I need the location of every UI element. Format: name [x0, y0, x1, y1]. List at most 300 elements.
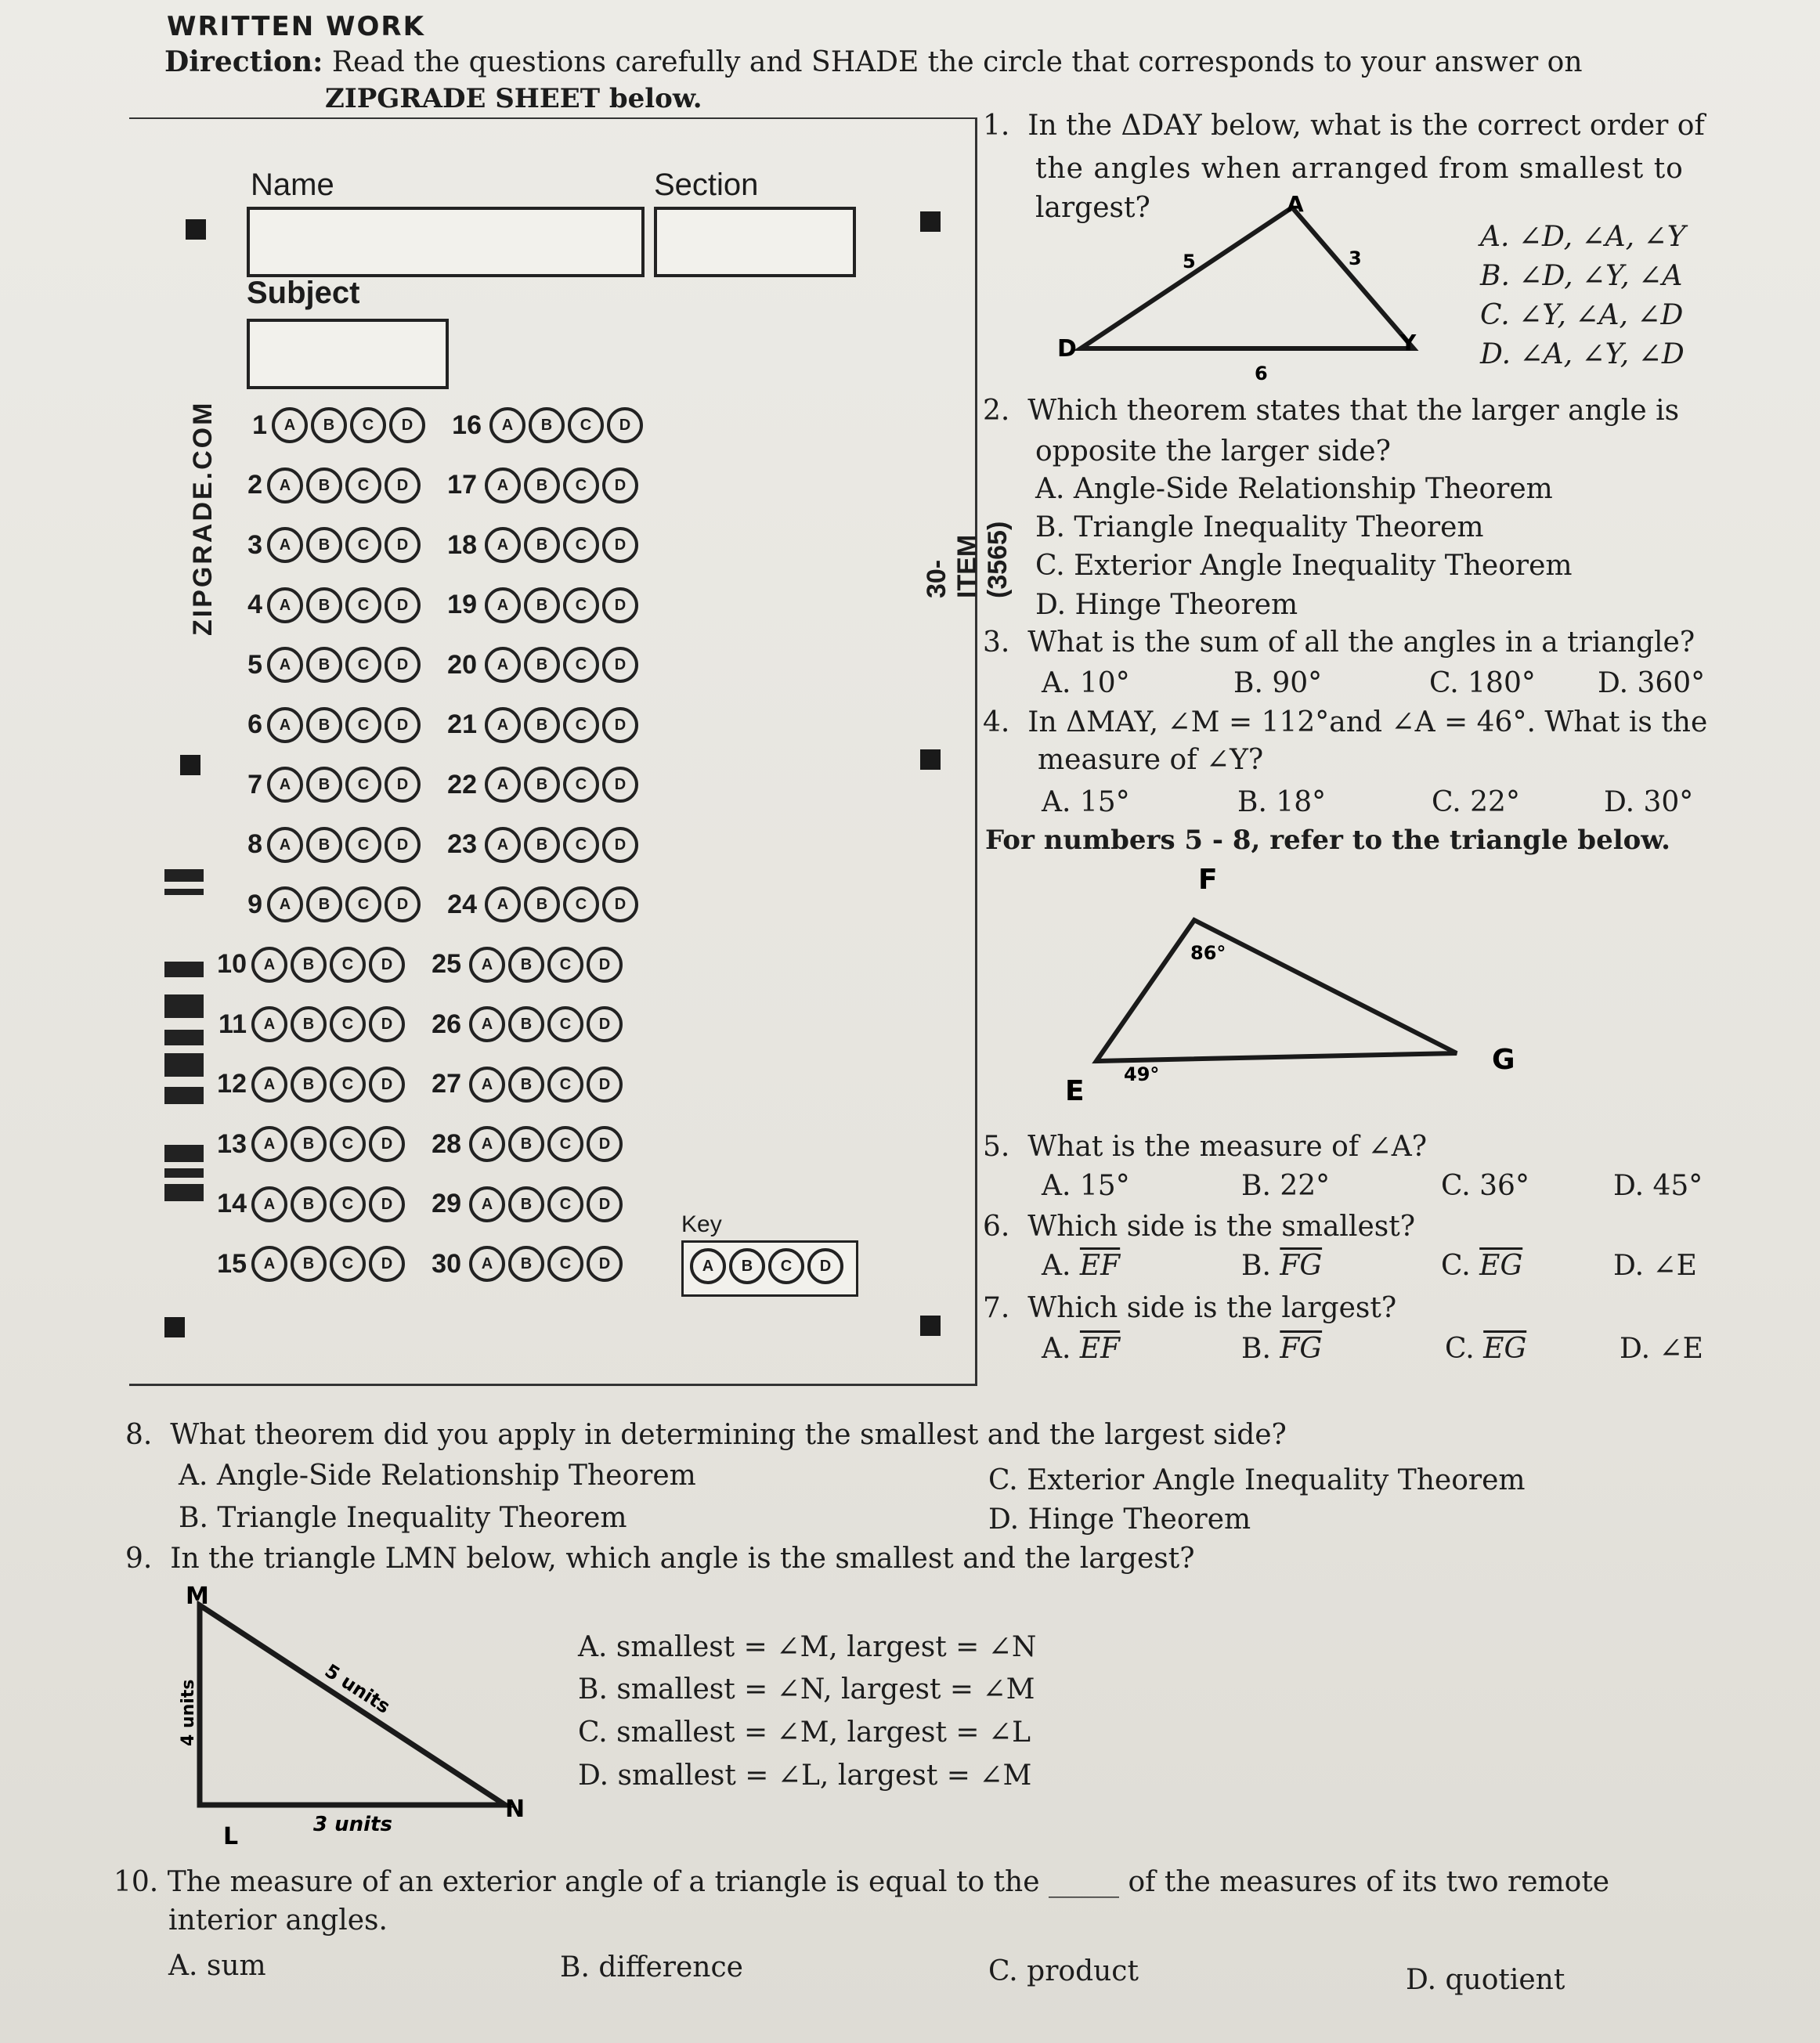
- answer-bubble-a[interactable]: A: [485, 647, 521, 683]
- q6-option-a[interactable]: [1042, 1250, 1120, 1282]
- item-number: 14: [217, 1189, 247, 1218]
- item-count-label: 30-ITEM (3565): [922, 521, 1013, 598]
- q2-text-1: Which theorem states that the larger angle is: [1027, 395, 1680, 427]
- side-ml-label: 4 units: [179, 1679, 198, 1746]
- item-number: 21: [447, 709, 477, 739]
- answer-bubble-a[interactable]: A: [469, 1067, 505, 1103]
- answer-bubble-a[interactable]: A: [469, 1126, 505, 1162]
- answer-bubble-a[interactable]: A: [485, 527, 521, 563]
- q7-option-d-letter: D.: [1620, 1333, 1651, 1365]
- q2-line1: [983, 395, 1679, 427]
- answer-bubble-d[interactable]: D: [389, 407, 425, 443]
- answer-bubble-d[interactable]: D: [602, 707, 638, 743]
- answer-bubble-c[interactable]: C: [563, 467, 599, 504]
- answer-bubble-a[interactable]: A: [251, 1246, 287, 1282]
- key-bubble-b[interactable]: B: [729, 1248, 765, 1284]
- q8-option-a[interactable]: A. Angle-Side Relationship Theorem: [179, 1460, 696, 1492]
- answer-bubble-a[interactable]: A: [251, 1186, 287, 1222]
- key-bubble-a[interactable]: A: [690, 1248, 726, 1284]
- answer-bubble-b[interactable]: B: [311, 407, 347, 443]
- triangle-efg: [1096, 920, 1457, 1061]
- answer-bubble-b[interactable]: B: [291, 1067, 327, 1103]
- q4-option-d[interactable]: D. 30°: [1604, 786, 1694, 818]
- answer-bubble-d[interactable]: D: [587, 1067, 623, 1103]
- answer-row: [217, 467, 641, 504]
- q10-line1: [114, 1866, 1609, 1898]
- answer-bubble-b[interactable]: B: [524, 527, 560, 563]
- answer-bubble-d[interactable]: D: [602, 886, 638, 922]
- q7-option-b[interactable]: [1241, 1333, 1322, 1365]
- q8-line: [125, 1419, 1287, 1451]
- q1-option-c[interactable]: C. ∠Y, ∠A, ∠D: [1480, 299, 1684, 331]
- answer-bubble-a[interactable]: A: [251, 1006, 287, 1042]
- item-number: 25: [432, 949, 461, 979]
- vertex-l: L: [223, 1823, 239, 1848]
- answer-row: [217, 707, 641, 743]
- answer-bubble-c[interactable]: C: [345, 827, 381, 863]
- answer-bubble-c[interactable]: C: [547, 1006, 583, 1042]
- page-title: WRITTEN WORK: [167, 11, 425, 42]
- answer-row: [201, 1006, 626, 1042]
- answer-bubble-a[interactable]: A: [251, 1126, 287, 1162]
- q5-option-a[interactable]: A. 15°: [1042, 1170, 1130, 1202]
- answer-bubble-d[interactable]: D: [587, 1246, 623, 1282]
- answer-bubble-d[interactable]: D: [385, 527, 421, 563]
- item-number: 22: [447, 769, 477, 800]
- answer-bubble-d[interactable]: D: [587, 947, 623, 983]
- item-number: 27: [432, 1069, 461, 1099]
- answer-bubble-d[interactable]: D: [385, 767, 421, 803]
- answer-row: [217, 767, 641, 803]
- fiducial-marker: [920, 749, 941, 770]
- item-number: 17: [447, 470, 477, 500]
- item-number: 5: [247, 649, 262, 680]
- segment-ef: $\overline{EF}$: [1079, 1333, 1121, 1365]
- vertex-d: D: [1057, 335, 1077, 363]
- answer-row: [201, 947, 626, 983]
- subject-field[interactable]: [247, 319, 449, 389]
- direction-line: [164, 45, 1583, 78]
- name-label: Name: [251, 168, 334, 202]
- answer-bubble-d[interactable]: D: [602, 467, 638, 504]
- item-number: 26: [432, 1009, 461, 1039]
- vertex-y: Y: [1400, 330, 1417, 356]
- answer-bubble-d[interactable]: D: [369, 1186, 405, 1222]
- answer-row: [201, 1186, 626, 1222]
- answer-bubble-c[interactable]: C: [330, 1246, 366, 1282]
- q3-option-b[interactable]: B. 90°: [1233, 667, 1323, 699]
- answer-bubble-b[interactable]: B: [508, 947, 544, 983]
- q8-option-c[interactable]: C. Exterior Angle Inequality Theorem: [988, 1464, 1526, 1496]
- q6-option-d-letter: D.: [1613, 1250, 1645, 1282]
- q7-option-c-letter: C.: [1445, 1333, 1475, 1365]
- answer-bubble-b[interactable]: B: [508, 1246, 544, 1282]
- answer-bubble-a[interactable]: A: [485, 827, 521, 863]
- answer-bubble-a[interactable]: A: [485, 587, 521, 623]
- q9-option-c[interactable]: C. smallest = ∠M, largest = ∠L: [578, 1716, 1031, 1749]
- q2-option-d[interactable]: D. Hinge Theorem: [1035, 589, 1298, 621]
- item-number: 4: [247, 590, 262, 619]
- q4-line1: [983, 706, 1707, 738]
- q4-text-1: In ΔMAY, ∠M = 112°and ∠A = 46°. What is the: [1027, 706, 1708, 738]
- item-number: 13: [217, 1128, 247, 1159]
- q1-option-b[interactable]: B. ∠D, ∠Y, ∠A: [1480, 260, 1683, 292]
- q6-option-a-letter: A.: [1042, 1250, 1071, 1282]
- q10-answer-blank[interactable]: _____: [1048, 1866, 1119, 1898]
- q3-option-a[interactable]: A. 10°: [1042, 667, 1130, 699]
- barcode-mark: [164, 1168, 204, 1178]
- answer-bubble-c[interactable]: C: [547, 1126, 583, 1162]
- answer-bubble-c[interactable]: C: [563, 886, 599, 922]
- q1-line1: [983, 110, 1705, 142]
- answer-bubble-d[interactable]: D: [385, 707, 421, 743]
- answer-bubble-c[interactable]: C: [330, 1067, 366, 1103]
- answer-bubble-a[interactable]: A: [267, 767, 303, 803]
- q8-number: 8.: [125, 1419, 153, 1451]
- q8-option-d[interactable]: D. Hinge Theorem: [988, 1503, 1251, 1536]
- answer-bubble-c[interactable]: C: [547, 947, 583, 983]
- triangle-day-figure: [1057, 188, 1425, 384]
- q6-option-b[interactable]: [1241, 1250, 1322, 1282]
- answer-bubble-d[interactable]: D: [607, 407, 643, 443]
- answer-bubble-c[interactable]: C: [563, 707, 599, 743]
- answer-bubble-c[interactable]: C: [568, 407, 604, 443]
- fiducial-marker: [164, 1317, 185, 1337]
- q6-option-b-letter: B.: [1241, 1250, 1271, 1282]
- angle-e: ∠E: [1659, 1333, 1703, 1365]
- answer-bubble-b[interactable]: B: [306, 886, 342, 922]
- answer-bubble-a[interactable]: A: [469, 1006, 505, 1042]
- q1-line2: the angles when arranged from smallest to: [1035, 153, 1684, 185]
- answer-bubble-b[interactable]: B: [508, 1067, 544, 1103]
- answer-bubble-c[interactable]: C: [330, 1186, 366, 1222]
- answer-bubble-a[interactable]: A: [485, 707, 521, 743]
- vertex-e: E: [1065, 1075, 1085, 1107]
- answer-bubble-c[interactable]: C: [330, 1006, 366, 1042]
- item-number: 6: [247, 709, 262, 739]
- q4-option-b[interactable]: B. 18°: [1237, 786, 1327, 818]
- vertex-f: F: [1198, 864, 1218, 896]
- answer-bubble-a[interactable]: A: [267, 886, 303, 922]
- answer-bubble-a[interactable]: A: [485, 767, 521, 803]
- answer-bubble-d[interactable]: D: [602, 827, 638, 863]
- q10-number: 10.: [114, 1866, 159, 1898]
- answer-bubble-c[interactable]: C: [345, 647, 381, 683]
- answer-bubble-d[interactable]: D: [602, 767, 638, 803]
- item-number: 11: [218, 1009, 247, 1039]
- answer-bubble-c[interactable]: C: [330, 1126, 366, 1162]
- answer-bubble-d[interactable]: D: [385, 647, 421, 683]
- q7-number: 7.: [983, 1292, 1010, 1324]
- answer-bubble-b[interactable]: B: [524, 827, 560, 863]
- answer-bubble-c[interactable]: C: [563, 587, 599, 623]
- q6-option-c[interactable]: [1441, 1250, 1522, 1282]
- answer-bubble-d[interactable]: D: [369, 1006, 405, 1042]
- barcode-mark: [164, 962, 204, 977]
- direction-text: Read the questions carefully and SHADE the circle that corresponds to your answer on: [331, 46, 1583, 78]
- item-number: 18: [447, 529, 477, 560]
- answer-bubble-c[interactable]: C: [563, 827, 599, 863]
- answer-bubble-b[interactable]: B: [524, 467, 560, 504]
- key-bubble-c[interactable]: C: [768, 1248, 804, 1284]
- q6-line: [983, 1211, 1415, 1243]
- answer-bubble-c[interactable]: C: [547, 1067, 583, 1103]
- answer-bubble-c[interactable]: C: [330, 947, 366, 983]
- q4-line2: measure of ∠Y?: [1038, 744, 1264, 776]
- answer-bubble-a[interactable]: A: [489, 407, 525, 443]
- zipgrade-brand: ZIPGRADE.COM: [188, 400, 218, 636]
- answer-bubble-d[interactable]: D: [385, 467, 421, 504]
- answer-bubble-b[interactable]: B: [291, 1006, 327, 1042]
- answer-bubble-b[interactable]: B: [306, 647, 342, 683]
- q2-option-b[interactable]: B. Triangle Inequality Theorem: [1035, 511, 1484, 543]
- segment-eg: $\overline{EG}$: [1483, 1333, 1527, 1365]
- q4-option-c[interactable]: C. 22°: [1432, 786, 1520, 818]
- answer-row: [222, 407, 646, 443]
- key-label: Key: [681, 1211, 722, 1237]
- answer-bubble-b[interactable]: B: [291, 947, 327, 983]
- vertex-g: G: [1492, 1044, 1515, 1076]
- vertex-m: M: [186, 1583, 209, 1610]
- q1-option-d[interactable]: D. ∠A, ∠Y, ∠D: [1480, 338, 1685, 370]
- side-ln-label: 3 units: [313, 1813, 392, 1836]
- answer-bubble-d[interactable]: D: [602, 527, 638, 563]
- side-mn-label: 5 units: [320, 1659, 395, 1718]
- answer-bubble-c[interactable]: C: [345, 527, 381, 563]
- answer-bubble-a[interactable]: A: [485, 886, 521, 922]
- q10-text-1b: of the measures of its two remote: [1128, 1866, 1610, 1898]
- answer-bubble-d[interactable]: D: [587, 1186, 623, 1222]
- item-number: 19: [447, 590, 477, 619]
- answer-row: [217, 827, 641, 863]
- answer-bubble-b[interactable]: B: [524, 767, 560, 803]
- answer-bubble-a[interactable]: A: [469, 1186, 505, 1222]
- segment-fg: $\overline{FG}$: [1280, 1250, 1323, 1282]
- answer-bubble-a[interactable]: A: [267, 527, 303, 563]
- q2-line2: opposite the larger side?: [1035, 435, 1391, 467]
- answer-bubble-d[interactable]: D: [587, 1126, 623, 1162]
- q5-option-b[interactable]: B. 22°: [1241, 1170, 1331, 1202]
- barcode-mark: [164, 1184, 204, 1201]
- answer-bubble-c[interactable]: C: [345, 587, 381, 623]
- answer-bubble-b[interactable]: B: [291, 1126, 327, 1162]
- side-ay-label: 3: [1349, 247, 1362, 269]
- answer-bubble-d[interactable]: D: [369, 947, 405, 983]
- answer-bubble-b[interactable]: B: [306, 827, 342, 863]
- answer-row: [201, 1126, 626, 1162]
- answer-bubble-b[interactable]: B: [291, 1186, 327, 1222]
- q3-line: [983, 626, 1695, 659]
- subject-label: Subject: [247, 276, 360, 310]
- answer-bubble-d[interactable]: D: [602, 647, 638, 683]
- answer-bubble-a[interactable]: A: [267, 827, 303, 863]
- barcode-mark: [164, 994, 204, 1018]
- q1-number: 1.: [983, 110, 1010, 142]
- answer-bubble-d[interactable]: D: [385, 886, 421, 922]
- answer-bubble-b[interactable]: B: [508, 1126, 544, 1162]
- answer-bubble-a[interactable]: A: [251, 1067, 287, 1103]
- angle-e: ∠E: [1652, 1250, 1697, 1282]
- answer-bubble-b[interactable]: B: [524, 587, 560, 623]
- q10-option-d[interactable]: D. quotient: [1406, 1964, 1565, 1996]
- segment-eg: $\overline{EG}$: [1479, 1250, 1523, 1282]
- answer-bubble-c[interactable]: C: [350, 407, 386, 443]
- fiducial-marker: [920, 1316, 941, 1336]
- answer-bubble-c[interactable]: C: [547, 1186, 583, 1222]
- answer-bubble-b[interactable]: B: [524, 886, 560, 922]
- answer-row: [217, 587, 641, 623]
- key-bubble-d[interactable]: D: [807, 1248, 843, 1284]
- answer-bubble-c[interactable]: C: [563, 647, 599, 683]
- refer-instruction: For numbers 5 - 8, refer to the triangle below.: [985, 825, 1670, 856]
- answer-bubble-c[interactable]: C: [345, 886, 381, 922]
- answer-bubble-a[interactable]: A: [251, 947, 287, 983]
- segment-fg: $\overline{FG}$: [1280, 1333, 1323, 1365]
- barcode-mark: [164, 1053, 204, 1077]
- triangle-efg-figure: [1049, 857, 1551, 1116]
- q7-option-a-letter: A.: [1042, 1333, 1071, 1365]
- answer-bubble-b[interactable]: B: [508, 1186, 544, 1222]
- item-number: 24: [447, 889, 477, 919]
- q5-text: What is the measure of ∠A?: [1027, 1131, 1428, 1163]
- answer-bubble-c[interactable]: C: [345, 767, 381, 803]
- answer-bubble-b[interactable]: B: [306, 707, 342, 743]
- q2-option-c[interactable]: C. Exterior Angle Inequality Theorem: [1035, 550, 1573, 582]
- answer-bubble-d[interactable]: D: [369, 1126, 405, 1162]
- item-number: 12: [217, 1069, 247, 1099]
- answer-bubble-b[interactable]: B: [306, 527, 342, 563]
- barcode-mark: [164, 869, 204, 882]
- answer-bubble-d[interactable]: D: [385, 827, 421, 863]
- triangle-lmn-figure: [176, 1582, 552, 1848]
- item-number: 2: [247, 470, 262, 500]
- name-field[interactable]: [247, 207, 645, 277]
- q9-option-b[interactable]: B. smallest = ∠N, largest = ∠M: [578, 1673, 1035, 1706]
- answer-bubble-b[interactable]: B: [529, 407, 565, 443]
- side-da-label: 5: [1183, 251, 1196, 273]
- answer-bubble-c[interactable]: C: [345, 467, 381, 504]
- fiducial-marker: [920, 211, 941, 232]
- answer-bubble-c[interactable]: C: [563, 767, 599, 803]
- answer-bubble-d[interactable]: D: [369, 1246, 405, 1282]
- q9-text: In the triangle LMN below, which angle is the smallest and the largest?: [170, 1543, 1195, 1575]
- answer-bubble-d[interactable]: D: [385, 587, 421, 623]
- q3-option-d[interactable]: D. 360°: [1598, 667, 1706, 699]
- q7-option-a[interactable]: [1042, 1333, 1120, 1365]
- answer-bubble-a[interactable]: A: [267, 587, 303, 623]
- q10-line2: interior angles.: [168, 1904, 388, 1937]
- q6-text: Which side is the smallest?: [1027, 1211, 1416, 1243]
- q2-option-a[interactable]: A. Angle-Side Relationship Theorem: [1035, 473, 1553, 505]
- q7-text: Which side is the largest?: [1027, 1292, 1397, 1324]
- item-number: 8: [247, 829, 262, 859]
- q1-text-1: In the ΔDAY below, what is the correct order of: [1027, 110, 1705, 142]
- item-number: 30: [432, 1248, 461, 1279]
- answer-bubble-b[interactable]: B: [306, 587, 342, 623]
- q3-text: What is the sum of all the angles in a triangle?: [1027, 626, 1695, 659]
- fiducial-marker: [180, 755, 200, 775]
- q10-option-b[interactable]: B. difference: [560, 1951, 743, 1983]
- item-number: 29: [432, 1189, 461, 1218]
- triangle-lmn: [200, 1605, 505, 1805]
- answer-bubble-b[interactable]: B: [306, 767, 342, 803]
- q9-option-d[interactable]: D. smallest = ∠L, largest = ∠M: [578, 1760, 1032, 1792]
- q6-option-d[interactable]: [1613, 1250, 1697, 1282]
- q9-line: [125, 1543, 1195, 1575]
- q7-option-d[interactable]: [1620, 1333, 1703, 1365]
- barcode-mark: [164, 889, 204, 895]
- q10-option-c[interactable]: C. product: [988, 1955, 1139, 1987]
- answer-row: [217, 886, 641, 922]
- q9-number: 9.: [125, 1543, 153, 1575]
- barcode-mark: [164, 1087, 204, 1104]
- q5-option-d[interactable]: D. 45°: [1613, 1170, 1703, 1202]
- q4-number: 4.: [983, 706, 1010, 738]
- answer-bubble-d[interactable]: D: [587, 1006, 623, 1042]
- answer-bubble-a[interactable]: A: [267, 467, 303, 504]
- zipgrade-answer-sheet: [129, 117, 1013, 1386]
- side-dy-label: 6: [1255, 363, 1268, 384]
- q1-option-a[interactable]: A. ∠D, ∠A, ∠Y: [1480, 221, 1686, 253]
- answer-bubble-c[interactable]: C: [547, 1246, 583, 1282]
- item-number: 3: [247, 529, 262, 560]
- answer-bubble-c[interactable]: C: [345, 707, 381, 743]
- q5-number: 5.: [983, 1131, 1010, 1163]
- answer-bubble-a[interactable]: A: [267, 707, 303, 743]
- q7-option-c[interactable]: [1445, 1333, 1526, 1365]
- vertex-n: N: [505, 1796, 525, 1823]
- answer-bubble-d[interactable]: D: [369, 1067, 405, 1103]
- q9-option-a[interactable]: A. smallest = ∠M, largest = ∠N: [578, 1631, 1037, 1663]
- q6-option-c-letter: C.: [1441, 1250, 1471, 1282]
- answer-bubble-a[interactable]: A: [267, 647, 303, 683]
- q3-option-c[interactable]: C. 180°: [1429, 667, 1536, 699]
- q1-line3: largest?: [1035, 192, 1150, 224]
- q4-option-a[interactable]: A. 15°: [1042, 786, 1130, 818]
- q5-option-c[interactable]: C. 36°: [1441, 1170, 1529, 1202]
- q10-option-a[interactable]: A. sum: [168, 1950, 266, 1982]
- item-number: 7: [247, 769, 262, 800]
- item-number: 9: [247, 889, 262, 919]
- section-label: Section: [654, 168, 759, 202]
- answer-bubble-c[interactable]: C: [563, 527, 599, 563]
- item-number: 10: [217, 949, 247, 979]
- answer-bubble-b[interactable]: B: [524, 647, 560, 683]
- answer-bubble-a[interactable]: A: [485, 467, 521, 504]
- q10-text-1: The measure of an exterior angle of a triangle is equal to the: [167, 1866, 1040, 1898]
- item-number: 16: [452, 410, 482, 440]
- q8-option-b[interactable]: B. Triangle Inequality Theorem: [179, 1502, 627, 1534]
- answer-bubble-a[interactable]: A: [469, 947, 505, 983]
- answer-bubble-a[interactable]: A: [272, 407, 308, 443]
- key-bubbles: [690, 1248, 847, 1284]
- answer-bubble-a[interactable]: A: [469, 1246, 505, 1282]
- angle-e-label: 49°: [1124, 1063, 1160, 1085]
- direction-label: Direction:: [164, 45, 323, 78]
- answer-bubble-b[interactable]: B: [524, 707, 560, 743]
- item-number: 23: [447, 829, 477, 859]
- answer-bubble-b[interactable]: B: [306, 467, 342, 504]
- answer-bubble-d[interactable]: D: [602, 587, 638, 623]
- q8-text: What theorem did you apply in determining the smallest and the largest side?: [170, 1419, 1287, 1451]
- item-number: 15: [217, 1248, 247, 1279]
- item-number: 20: [447, 649, 477, 680]
- answer-bubble-b[interactable]: B: [508, 1006, 544, 1042]
- section-field[interactable]: [654, 207, 856, 277]
- item-number: 28: [432, 1128, 461, 1159]
- answer-bubble-b[interactable]: B: [291, 1246, 327, 1282]
- direction-text-2: ZIPGRADE SHEET below.: [325, 83, 702, 114]
